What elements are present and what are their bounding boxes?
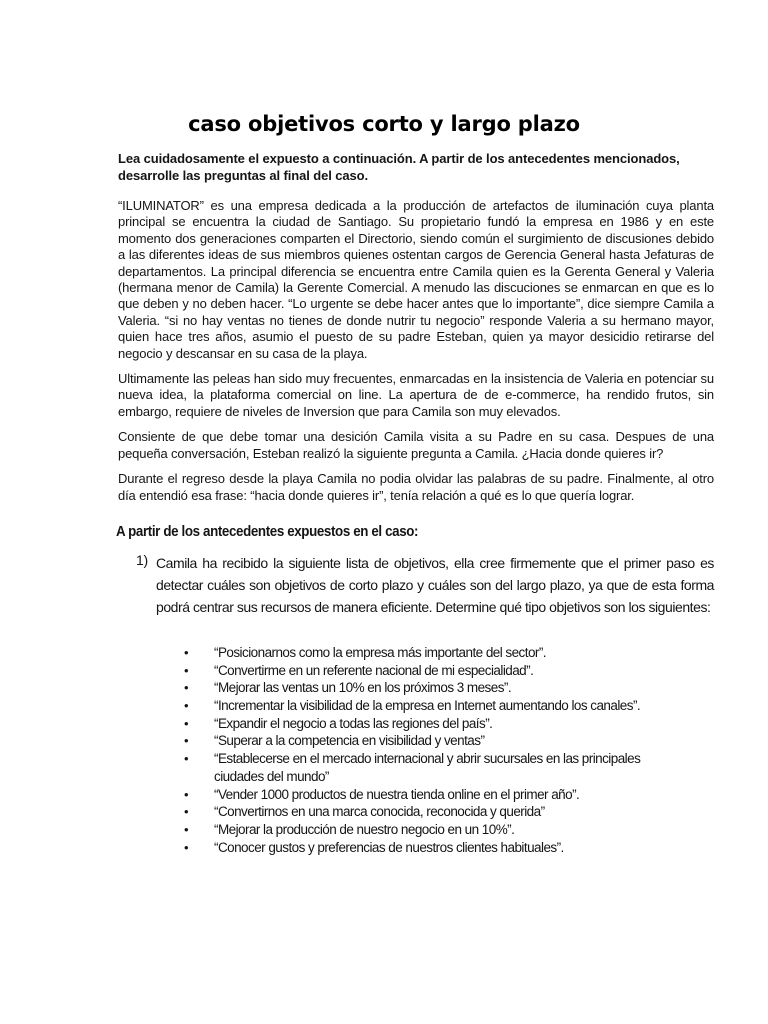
bullet-icon: • (184, 786, 189, 802)
bullet-icon: • (184, 680, 189, 696)
question-number: 1) (136, 551, 148, 568)
list-item: • “Convertirme en un referente nacional de mi especialidad”. (184, 662, 534, 678)
scanned-case-text (118, 150, 714, 856)
list-item: • “Mejorar las ventas un 10% en los próximos 3 meses”. (184, 680, 512, 696)
bullet-icon: • (184, 821, 189, 837)
bullet-icon: • (184, 715, 189, 731)
list-item: • “Conocer gustos y preferencias de nuestros clientes habituales”. (184, 839, 564, 855)
bullet-icon: • (184, 698, 189, 714)
section-heading: A partir de los antecedentes expuestos en el caso: (116, 523, 419, 540)
list-item: • “Mejorar la producción de nuestro negocio en un 10%”. (184, 821, 515, 837)
case-paragraph-3: Consiente de que debe tomar una desición Camila visita a su Padre en su casa. Despues de una pequeña conversación, Esteban realizó la siguiente pregunta a Camila. ¿Hacia donde quieres ir? (118, 429, 714, 461)
page-title: caso objetivos corto y largo plazo (188, 112, 580, 136)
question-1 (118, 552, 714, 856)
case-paragraph-4: Durante el regreso desde la playa Camila no podia olvidar las palabras de su padre. Finalmente, al otro día entendió esa frase: “hacia donde quieres ir”, tenía relación a qué es lo que quería lograr. (118, 471, 714, 503)
case-paragraph-1: “ILUMINATOR” es una empresa dedicada a la producción de artefactos de iluminación cuya planta principal se encuentra la ciudad de Santiago. Su propietario fundó la empresa en 1986 y en este momento dos generaciones comparten el Directorio, siendo común el surgimiento de discusiones debido a las diferentes ideas de sus miembros quienes ostentan cargos de Gerencia General hasta Jefaturas de departamentos. La principal diferencia se encuentra entre Camila quien es la Gerenta General y Valeria (hermana menor de Camila) la Gerente Comercial. A menudo las discuciones se enmarcan en que es lo que deben y no deben hacer. “Lo urgente se debe hacer antes que lo importante”, dice siempre Camila a Valeria. “si no hay ventas no tienes de donde nutrir tu negocio” responde Valeria a su hermano mayor, quien hace tres años, asumio el puesto de su padre Esteban, quien ya mayor desicidio retirarse del negocio y descansar en su casa de la playa. (118, 198, 714, 361)
question-text: Camila ha recibido la siguiente lista de objetivos, ella cree firmemente que el primer paso es detectar cuáles son objetivos de corto plazo y cuáles son del largo plazo, ya que de esta forma podrá centrar sus recursos de manera eficiente. Determine qué tipo objetivos son los siguientes: (156, 554, 714, 615)
list-item: • “Superar a la competencia en visibilidad y ventas” (184, 733, 485, 749)
objectives-list (184, 644, 714, 856)
list-item: • “Vender 1000 productos de nuestra tienda online en el primer año”. (184, 786, 580, 802)
list-item: • “Posicionarnos como la empresa más importante del sector”. (184, 644, 547, 660)
case-paragraph-2: Ultimamente las peleas han sido muy frecuentes, enmarcadas en la insistencia de Valeria en potenciar su nueva idea, la plataforma comercial on line. La apertura de de e-commerce, ha rendido frutos, sin embargo, requiere de niveles de Inversion que para Camila son muy elevados. (118, 371, 714, 419)
list-item: • “Establecerse en el mercado internacional y abrir sucursales en las principales ciudades del mundo” (184, 751, 641, 784)
list-item: • “Convertirnos en una marca conocida, reconocida y querida” (184, 804, 545, 820)
bullet-icon: • (184, 662, 189, 678)
list-item: • “Incrementar la visibilidad de la empresa en Internet aumentando los canales”. (184, 698, 641, 714)
list-item: • “Expandir el negocio a todas las regiones del país”. (184, 715, 493, 731)
bullet-icon: • (184, 733, 189, 749)
bullet-icon: • (184, 751, 189, 767)
instructions-paragraph: Lea cuidadosamente el expuesto a continuación. A partir de los antecedentes mencionados, desarrolle las preguntas al final del caso. (118, 151, 680, 183)
bullet-icon: • (184, 804, 189, 820)
bullet-icon: • (184, 644, 189, 660)
bullet-icon: • (184, 839, 189, 855)
